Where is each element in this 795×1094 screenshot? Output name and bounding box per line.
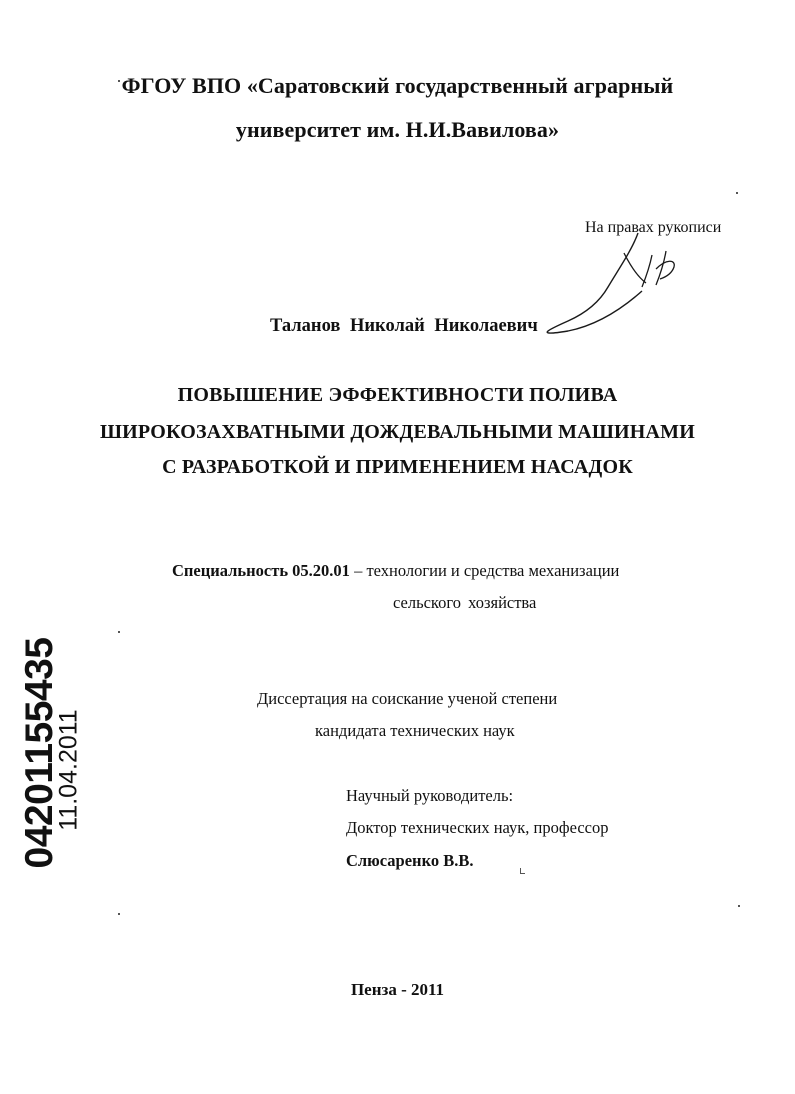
dissertation-line-1: Диссертация на соискание ученой степени [257,689,558,708]
organization-line-2: университет им. Н.И.Вавилова» [235,117,560,142]
dissertation-line-2: кандидата технических наук [315,721,515,740]
title-line-2: ШИРОКОЗАХВАТНЫМИ ДОЖДЕВАЛЬНЫМИ МАШИНАМИ [100,421,695,443]
library-stamp-number: 04201155435 [18,637,61,869]
organization-line-1: ФГОУ ВПО «Саратовский государственный аграрный [121,73,674,98]
scan-speck [118,631,120,633]
supervisor-name: Слюсаренко В.В. [346,851,474,870]
scan-speck [738,905,740,907]
title-line-1: ПОВЫШЕНИЕ ЭФФЕКТИВНОСТИ ПОЛИВА [177,384,618,406]
specialty-line [172,561,619,581]
specialty-continuation: сельского хозяйства [393,593,537,612]
title-line-3: С РАЗРАБОТКОЙ И ПРИМЕНЕНИЕМ НАСАДОК [162,456,633,478]
library-stamp-date: 11.04.2011 [54,709,83,831]
city-year: Пенза - 2011 [350,980,445,999]
handwritten-signature [520,225,690,345]
scan-speck [520,873,525,874]
scan-speck [736,192,738,194]
supervisor-degree: Доктор технических наук, профессор [346,818,609,837]
manuscript-note: На правах рукописи [585,219,722,236]
scan-speck [118,913,120,915]
supervisor-label: Научный руководитель: [346,786,514,805]
scan-speck [118,80,120,82]
author-name: Таланов Николай Николаевич [270,316,538,336]
specialty-text: – технологии и средства механизации [349,561,620,580]
specialty-code: Специальность 05.20.01 [172,561,350,580]
